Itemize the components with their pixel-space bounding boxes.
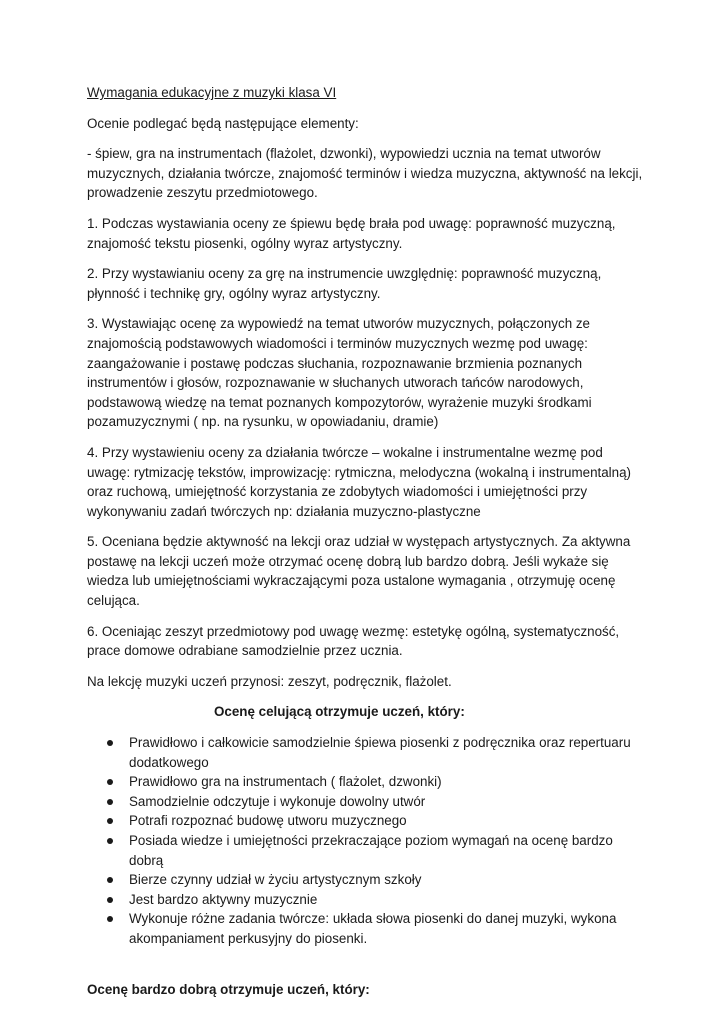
bullet-icon [107,838,113,844]
list-item [87,733,647,772]
list-item [87,890,647,910]
document-title: Wymagania edukacyjne z muzyki klasa VI [87,85,337,100]
bullet-icon [107,877,113,883]
point-paragraph: 1. Podczas wystawiania oceny ze śpiewu będę brała pod uwagę: poprawność muzyczną, znajomość tekstu piosenki, ogólny wyraz artystyczny. [87,215,616,251]
document-page [87,83,647,1010]
list-item-text: Potrafi rozpoznać budowę utworu muzycznego [129,813,407,829]
list-item-text: Wykonuje różne zadania twórcze: układa słowa piosenki do danej muzyki, wykona akompaniament perkusyjny do piosenki. [129,911,617,946]
list-item [87,909,647,948]
celujaca-heading: Ocenę celującą otrzymuje uczeń, który: [214,704,465,720]
list-item-text: Prawidłowo gra na instrumentach ( flażolet, dzwonki) [129,774,442,790]
point-paragraph: 4. Przy wystawieniu oceny za działania twórcze – wokalne i instrumentalne wezmę pod uwagę: rytmizację tekstów, improwizację: rytmiczna, melodyczna (wokalną i instrumentalną) oraz ruchową, umiejętność korzystania ze zdobytych wiadomości i umiejętności przy wykonywaniu zadań twórczych np: działania muzyczno-plastyczne [87,444,632,519]
point-paragraph: 2. Przy wystawianiu oceny za grę na instrumencie uwzględnię: poprawność muzyczną, płynność i technikę gry, ogólny wyraz artystyczny. [87,266,602,301]
bullet-icon [107,897,113,903]
list-item [87,811,647,831]
intro-paragraph: Ocenie podlegać będą następujące elementy: [87,115,359,131]
list-item-text: Samodzielnie odczytuje i wykonuje dowolny utwór [129,793,426,809]
celujaca-list [87,733,647,949]
list-item [87,831,647,870]
list-item-text: Bierze czynny udział w życiu artystycznym szkoły [129,872,422,888]
bullet-icon [107,916,113,922]
list-item-text: Prawidłowo i całkowicie samodzielnie śpiewa piosenki z podręcznika oraz repertuaru dodatkowego [129,735,631,770]
bullet-icon [107,779,113,785]
bardzo-dobra-heading: Ocenę bardzo dobrą otrzymuje uczeń, który: [87,981,370,997]
list-item-text: Posiada wiedze i umiejętności przekraczające poziom wymagań na ocenę bardzo dobrą [129,833,613,868]
list-item [87,792,647,812]
bullet-icon [107,740,113,746]
elements-list-paragraph: - śpiew, gra na instrumentach (flażolet, dzwonki), wypowiedzi ucznia na temat utworów muzycznych, działania twórcze, znajomość terminów i wiedza muzyczna, aktywność na lekcji, prowadzenie zeszytu przedmiotowego. [87,146,643,201]
supplies-paragraph: Na lekcję muzyki uczeń przynosi: zeszyt, podręcznik, flażolet. [87,673,452,689]
point-paragraph: 3. Wystawiając ocenę za wypowiedź na temat utworów muzycznych, połączonych ze znajomością podstawowych wiadomości i terminów muzycznych wezmę pod uwagę: zaangażowanie i postawę podczas słuchania, rozpoznawanie brzmienia poznanych instrumentów i głosów, rozpoznawanie w słuchanych utworach tańców narodowych, podstawową wiedzę na temat poznanych kompozytorów, wyrażenie muzyki środkami pozamuzycznymi ( np. na rysunku, w opowiadaniu, dramie) [87,316,592,430]
bullet-icon [107,799,113,805]
bullet-icon [107,818,113,824]
list-item [87,870,647,890]
point-paragraph: 6. Oceniając zeszyt przedmiotowy pod uwagę wezmę: estetykę ogólną, systematyczność, prace domowe odrabiane samodzielnie przez ucznia. [87,623,620,659]
list-item [87,772,647,792]
list-item-text: Jest bardzo aktywny muzycznie [129,891,318,907]
point-paragraph: 5. Oceniana będzie aktywność na lekcji oraz udział w występach artystycznych. Za aktywna postawę na lekcji uczeń może otrzymać ocenę dobrą lub bardzo dobrą. Jeśli wykaże się wiedza lub umiejętnościami wykraczającymi poza ustalone wymagania , otrzymuję ocenę celująca. [87,534,631,609]
